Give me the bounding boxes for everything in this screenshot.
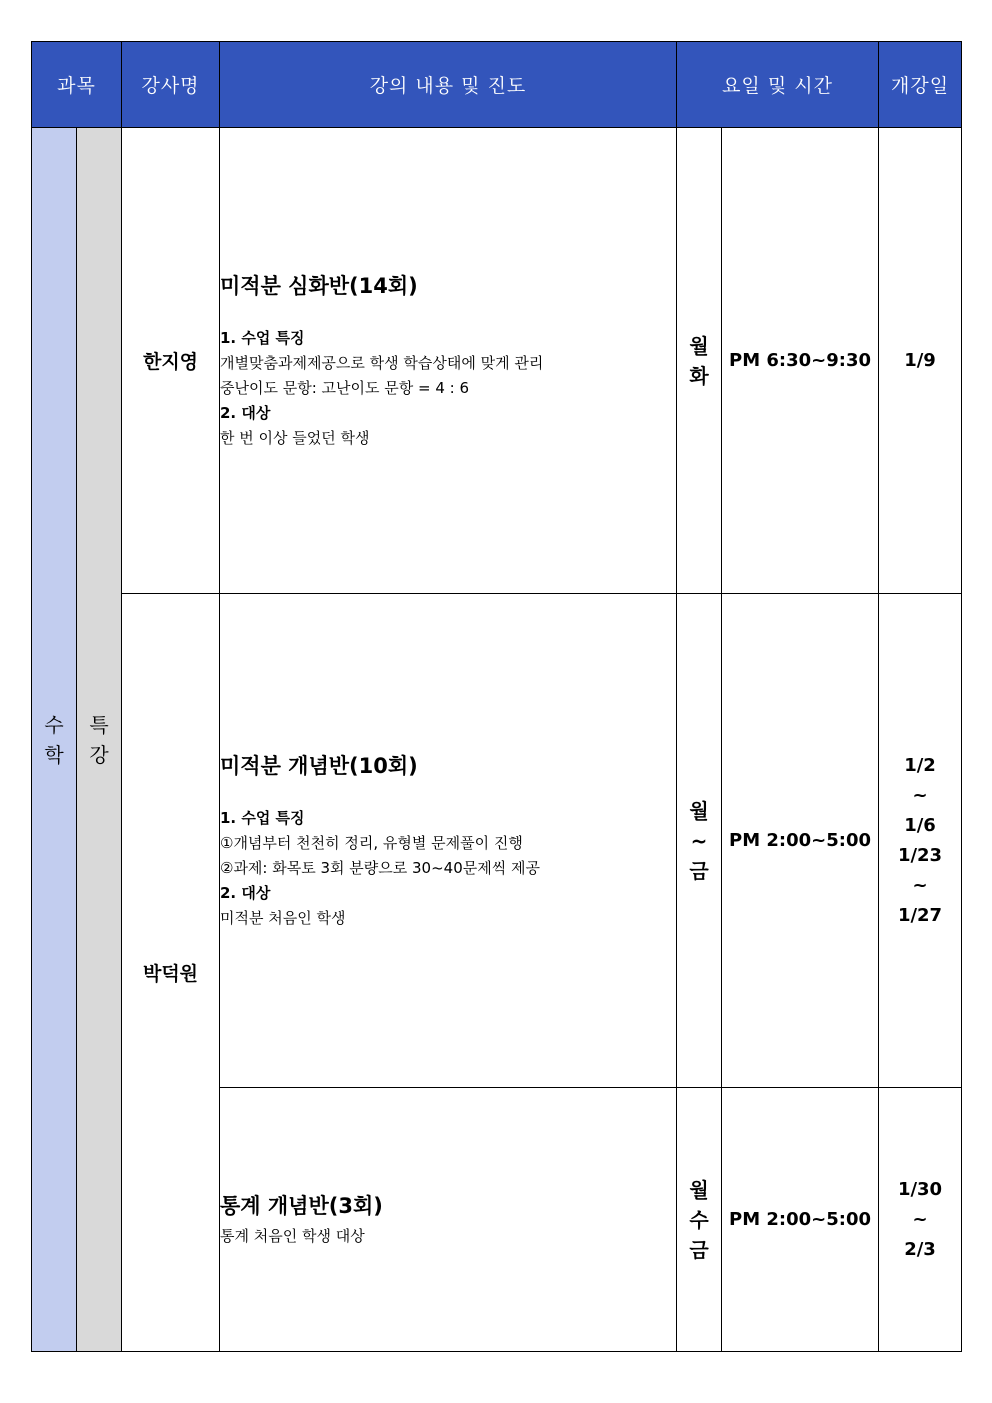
- time-cell: PM 6:30~9:30: [722, 128, 879, 594]
- day-label: 월: [689, 333, 709, 358]
- day-label: 수: [689, 1207, 709, 1232]
- content-line: 한 번 이상 들었던 학생: [220, 429, 370, 447]
- teacher-cell: 한지영: [122, 128, 220, 594]
- content-cell: [220, 1088, 677, 1352]
- content-line: 1. 수업 특징: [220, 809, 305, 827]
- day-label: 월: [689, 798, 709, 823]
- content-line: 1. 수업 특징: [220, 329, 305, 347]
- course-row-2: [32, 594, 962, 1088]
- content-line: 통계 처음인 학생 대상: [220, 1227, 365, 1245]
- header-row: [32, 42, 962, 128]
- course-title: 미적분 심화반(14회): [220, 274, 418, 298]
- start-date-line: 1/30: [897, 1178, 943, 1200]
- header-teacher: 강사명: [122, 42, 220, 128]
- category-cell: [77, 128, 122, 1352]
- course-row-1: [32, 128, 962, 594]
- header-content: 강의 내용 및 진도: [220, 42, 677, 128]
- start-date-line: 1/23: [897, 844, 943, 866]
- day-cell: [677, 594, 722, 1088]
- content-line: 개별맞춤과제제공으로 학생 학습상태에 맞게 관리: [220, 354, 544, 372]
- start-date-line: 1/2: [904, 754, 936, 776]
- start-date-line: 1/6: [904, 814, 936, 836]
- content-line: 미적분 처음인 학생: [220, 909, 346, 927]
- start-date-line: 2/3: [904, 1238, 936, 1260]
- day-label: 화: [689, 363, 709, 388]
- day-label: 금: [689, 1237, 709, 1262]
- start-date-cell: [879, 594, 962, 1088]
- course-title: 미적분 개념반(10회): [220, 754, 418, 778]
- content-line: 2. 대상: [220, 884, 271, 902]
- header-subject: 과목: [32, 42, 122, 128]
- time-cell: PM 2:00~5:00: [722, 1088, 879, 1352]
- start-date-line: ~: [912, 784, 928, 806]
- course-title: 통계 개념반(3회): [220, 1194, 383, 1218]
- start-date-cell: [879, 128, 962, 594]
- day-cell: [677, 1088, 722, 1352]
- day-label: 월: [689, 1177, 709, 1202]
- day-label: 금: [689, 858, 709, 883]
- start-date-line: 1/27: [897, 904, 943, 926]
- start-date-line: ~: [912, 874, 928, 896]
- category-label: 특강: [89, 712, 109, 767]
- start-date-line: ~: [912, 1208, 928, 1230]
- lecture-schedule-table: [31, 41, 962, 1352]
- content-line: 2. 대상: [220, 404, 271, 422]
- subject-label: 수학: [44, 712, 64, 767]
- teacher-cell: 박덕원: [122, 594, 220, 1352]
- time-cell: PM 2:00~5:00: [722, 594, 879, 1088]
- content-cell: [220, 128, 677, 594]
- content-cell: [220, 594, 677, 1088]
- content-line: ①개념부터 천천히 정리, 유형별 문제풀이 진행: [220, 834, 523, 852]
- start-date-line: 1/9: [904, 349, 936, 371]
- content-line: ②과제: 화목토 3회 분량으로 30~40문제씩 제공: [220, 859, 540, 877]
- start-date-cell: [879, 1088, 962, 1352]
- subject-cell: [32, 128, 77, 1352]
- day-cell: [677, 128, 722, 594]
- header-start-date: 개강일: [879, 42, 962, 128]
- header-schedule: 요일 및 시간: [677, 42, 879, 128]
- content-line: 중난이도 문항: 고난이도 문항 = 4 : 6: [220, 379, 470, 397]
- day-label: ~: [690, 828, 708, 853]
